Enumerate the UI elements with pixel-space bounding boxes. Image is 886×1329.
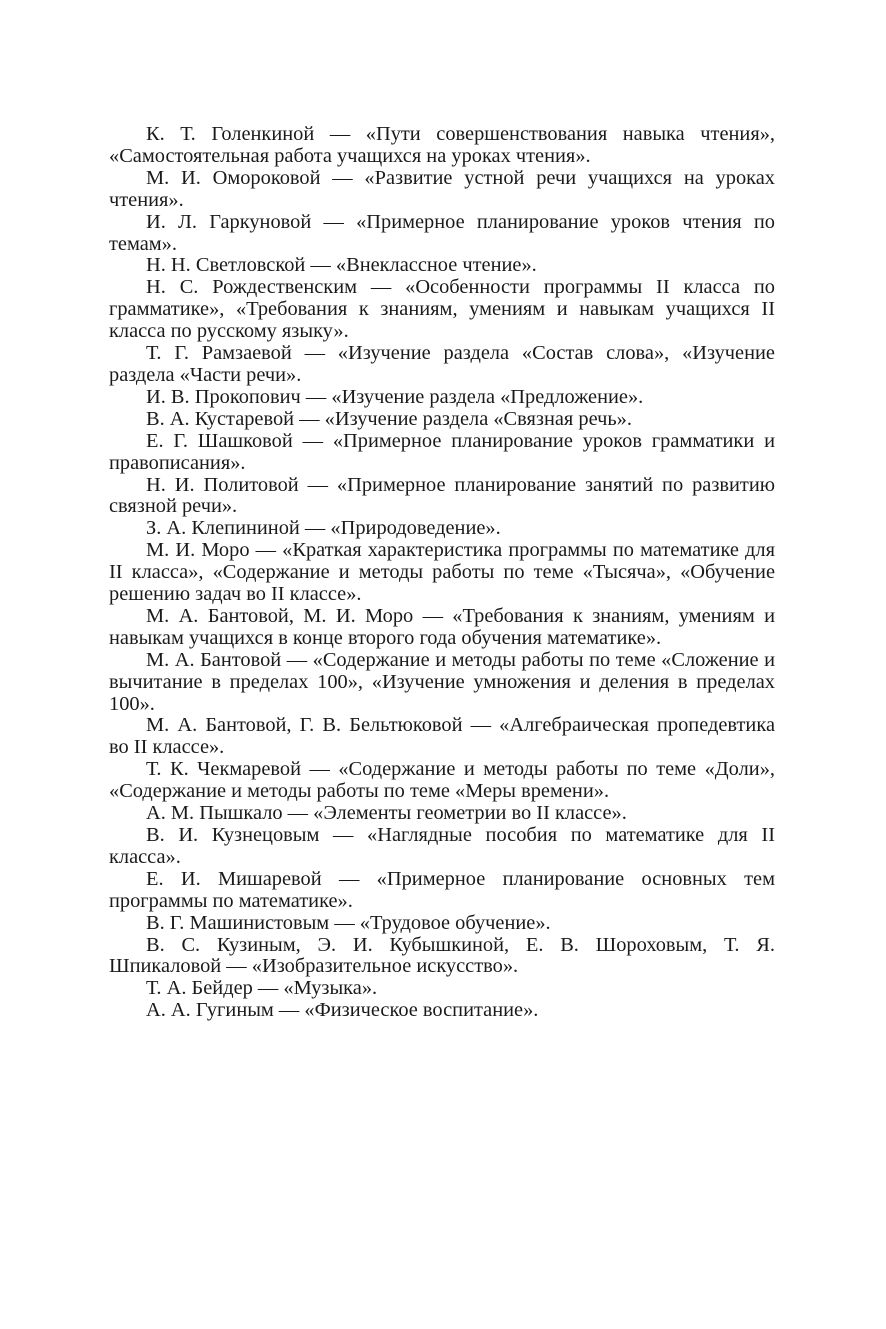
paragraph-7: И. В. Прокопович — «Изучение раздела «Предложение». — [146, 385, 644, 408]
paragraph-2: М. И. Омороковой — «Развитие устной речи учащихся на уроках чтения». — [109, 166, 775, 211]
paragraph-14: М. А. Бантовой — «Содержание и методы работы по теме «Сложение и вычитание в пределах 100», «Изучение умножения и деления в пределах 100». — [109, 648, 775, 715]
paragraph-6: Т. Г. Рамзаевой — «Изучение раздела «Состав слова», «Изучение раздела «Части речи». — [109, 342, 775, 386]
paragraph-10: Н. И. Политовой — «Примерное планирование занятий по развитию связной речи». — [109, 473, 775, 518]
paragraph-12: М. И. Моро — «Краткая характеристика программы по математике для II класса», «Содержание и методы работы по теме «Тысяча», «Обучение решению задач во II классе». — [109, 539, 775, 606]
paragraph-23: А. А. Гугиным — «Физическое воспитание». — [146, 999, 539, 1022]
paragraph-20: В. Г. Машинистовым — «Трудовое обучение». — [146, 911, 551, 934]
paragraph-8: В. А. Кустаревой — «Изучение раздела «Связная речь». — [146, 407, 632, 430]
paragraph-15: М. А. Бантовой, Г. В. Бельтюковой — «Алгебраическая пропедевтика во II классе». — [109, 714, 775, 759]
paragraph-1: К. Т. Голенкиной — «Пути совершенствования навыка чтения», «Самостоятельная работа учащихся на уроках чтения». — [109, 123, 775, 167]
paragraph-19: Е. И. Мишаревой — «Примерное планирование основных тем программы по математике». — [109, 867, 775, 912]
paragraph-3: И. Л. Гаркуновой — «Примерное планирование уроков чтения по темам». — [109, 210, 775, 255]
author-contribution-list — [109, 124, 775, 1022]
paragraph-18: В. И. Кузнецовым — «Наглядные пособия по математике для II класса». — [109, 824, 775, 868]
paragraph-17: А. М. Пышкало — «Элементы геометрии во II классе». — [146, 802, 627, 825]
paragraph-4: Н. Н. Светловской — «Внеклассное чтение». — [146, 254, 537, 277]
paragraph-21: В. С. Кузиным, Э. И. Кубышкиной, Е. В. Шороховым, Т. Я. Шпикаловой — «Изобразительное искусство». — [109, 933, 775, 978]
paragraph-9: Е. Г. Шашковой — «Примерное планирование уроков грамматики и правописания». — [109, 429, 775, 474]
paragraph-5: Н. С. Рождественским — «Особенности программы II класса по грамматике», «Требования к знаниям, умениям и навыкам учащихся II класса по русскому языку». — [109, 276, 775, 343]
paragraph-13: М. А. Бантовой, М. И. Моро — «Требования к знаниям, умениям и навыкам учащихся в конце второго года обучения математике». — [109, 604, 775, 649]
paragraph-16: Т. К. Чекмаревой — «Содержание и методы работы по теме «Доли», «Содержание и методы работы по теме «Меры времени». — [109, 758, 775, 803]
paragraph-11: З. А. Клепининой — «Природоведение». — [146, 517, 501, 540]
paragraph-22: Т. А. Бейдер — «Музыка». — [146, 977, 378, 1000]
